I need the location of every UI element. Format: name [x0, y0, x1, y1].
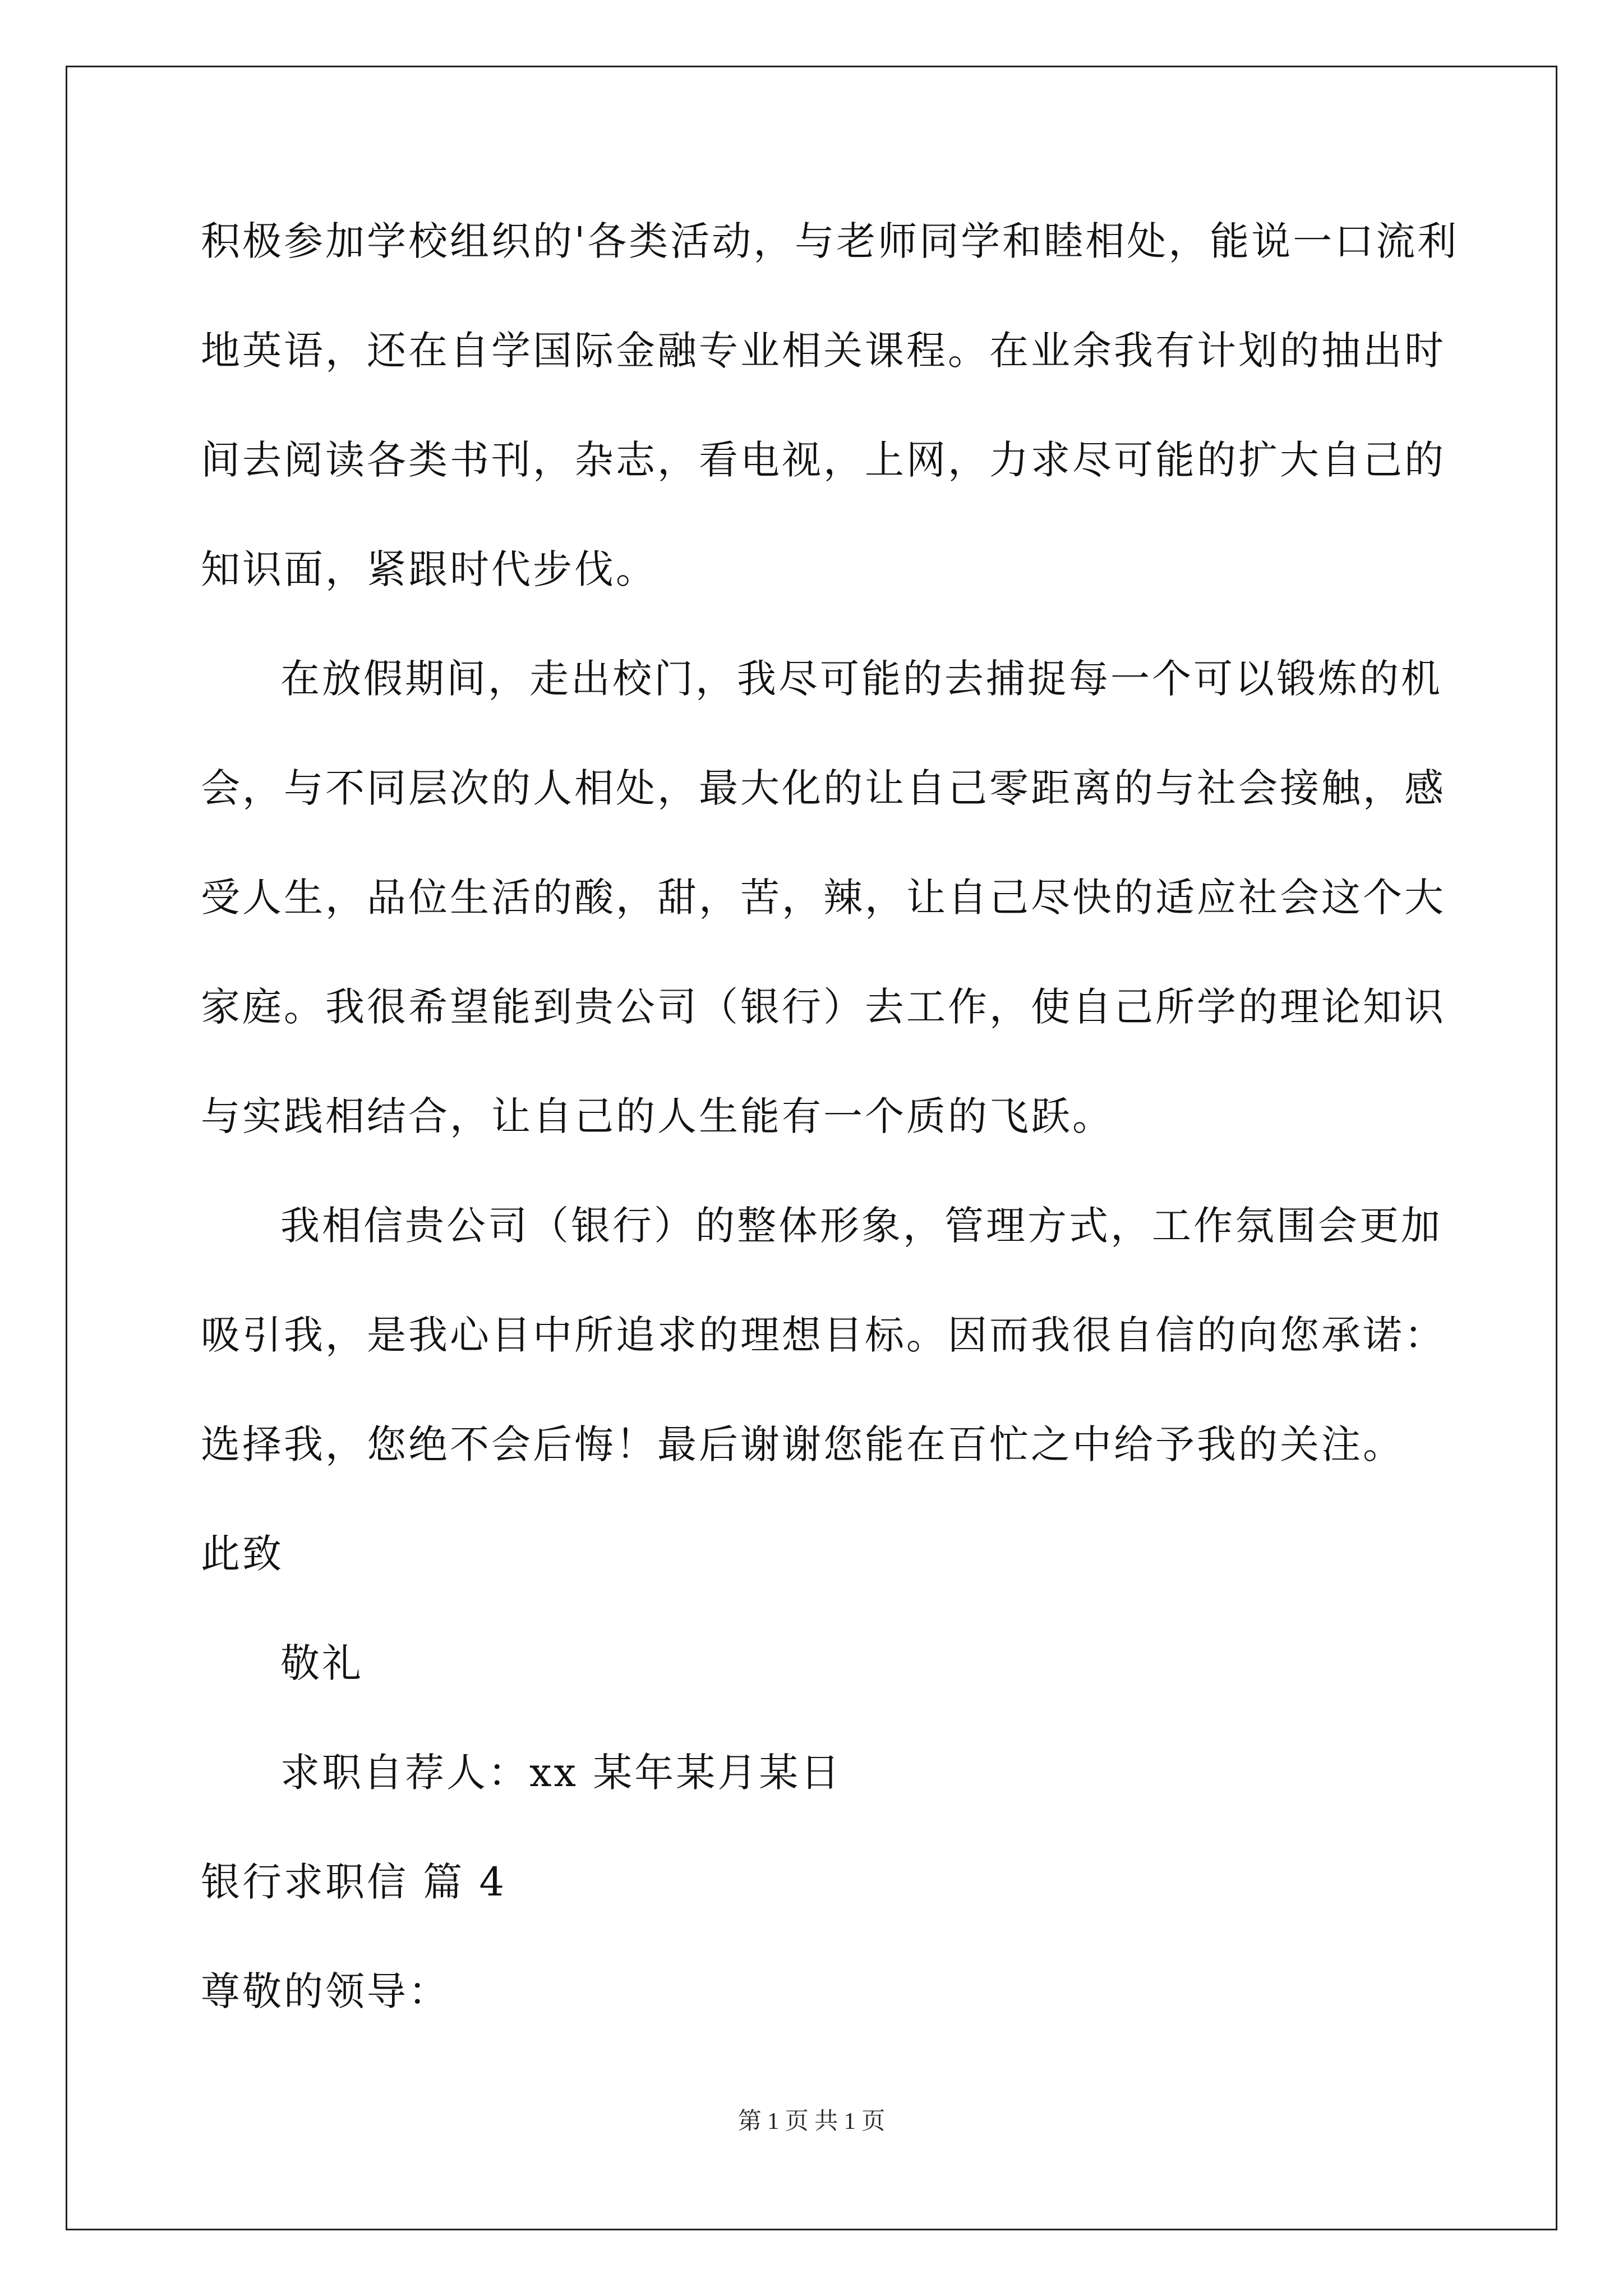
closing-salutation: 此致	[201, 1531, 284, 1577]
text-line: 间去阅读各类书刊，杂志，看电视，上网，力求尽可能的扩大自己的	[201, 437, 1446, 483]
text-line: 地英语，还在自学国际金融专业相关课程。在业余我有计划的抽出时	[201, 328, 1446, 374]
section-heading: 银行求职信 篇 4	[201, 1859, 507, 1905]
text-line: 知识面，紧跟时代步伐。	[201, 546, 657, 592]
paragraph-start-line: 我相信贵公司（银行）的整体形象，管理方式，工作氛围会更加	[280, 1203, 1442, 1249]
text-line: 受人生，品位生活的酸，甜，苦，辣，让自己尽快的适应社会这个大	[201, 875, 1446, 921]
page-footer: 第 1 页 共 1 页	[737, 2109, 886, 2134]
text-line: 积极参加学校组织的'各类活动，与老师同学和睦相处，能说一口流利	[201, 218, 1459, 264]
text-line: 吸引我，是我心目中所追求的理想目标。因而我很自信的向您承诺：	[201, 1312, 1446, 1358]
closing-regards: 敬礼	[280, 1640, 363, 1686]
text-line: 选择我，您绝不会后悔！最后谢谢您能在百忙之中给予我的关注。	[201, 1421, 1404, 1467]
text-line: 家庭。我很希望能到贵公司（银行）去工作，使自己所学的理论知识	[201, 984, 1446, 1030]
text-line: 会，与不同层次的人相处，最大化的让自己零距离的与社会接触，感	[201, 765, 1446, 811]
greeting-line: 尊敬的领导：	[201, 1968, 450, 2014]
signature-line: 求职自荐人：xx 某年某月某日	[280, 1750, 842, 1796]
paragraph-start-line: 在放假期间，走出校门，我尽可能的去捕捉每一个可以锻炼的机	[280, 656, 1442, 702]
text-line: 与实践相结合，让自己的人生能有一个质的飞跃。	[201, 1093, 1114, 1139]
